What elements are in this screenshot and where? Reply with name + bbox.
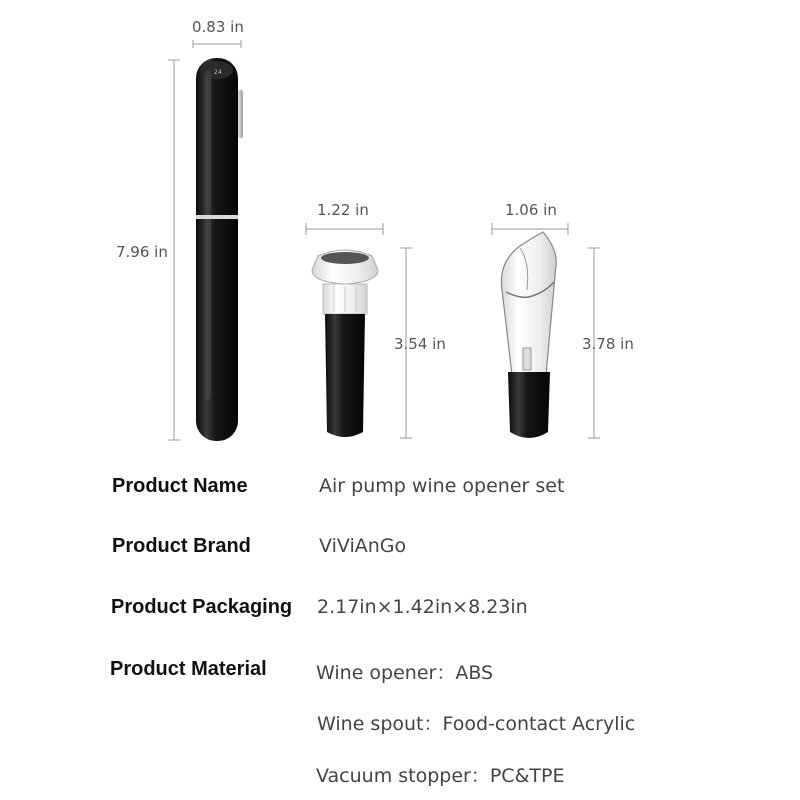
stopper-height-label: 3.54 in — [394, 335, 446, 353]
wine-spout-image — [501, 232, 556, 438]
product-material-label: Product Material — [110, 658, 267, 680]
product-name-label: Product Name — [112, 475, 248, 497]
product-packaging-label: Product Packaging — [111, 596, 293, 618]
spout-height-label: 3.78 in — [582, 335, 634, 353]
vacuum-stopper-image — [312, 250, 378, 437]
spout-width-label: 1.06 in — [505, 201, 557, 219]
material-vacuum-stopper: Vacuum stopper：PC&TPE — [316, 765, 565, 787]
product-brand-value: ViViAnGo — [319, 535, 407, 557]
wine-opener-image — [196, 58, 243, 441]
product-brand-label: Product Brand — [112, 535, 251, 557]
product-name-value: Air pump wine opener set — [319, 475, 565, 497]
material-wine-spout: Wine spout：Food-contact Acrylic — [317, 713, 636, 735]
product-packaging-value: 2.17in×1.42in×8.23in — [317, 596, 528, 618]
opener-width-label: 0.83 in — [192, 18, 244, 36]
opener-height-label: 7.96 in — [116, 243, 168, 261]
stopper-width-label: 1.22 in — [317, 201, 369, 219]
svg-text:24: 24 — [214, 69, 222, 76]
material-wine-opener: Wine opener：ABS — [316, 662, 494, 684]
